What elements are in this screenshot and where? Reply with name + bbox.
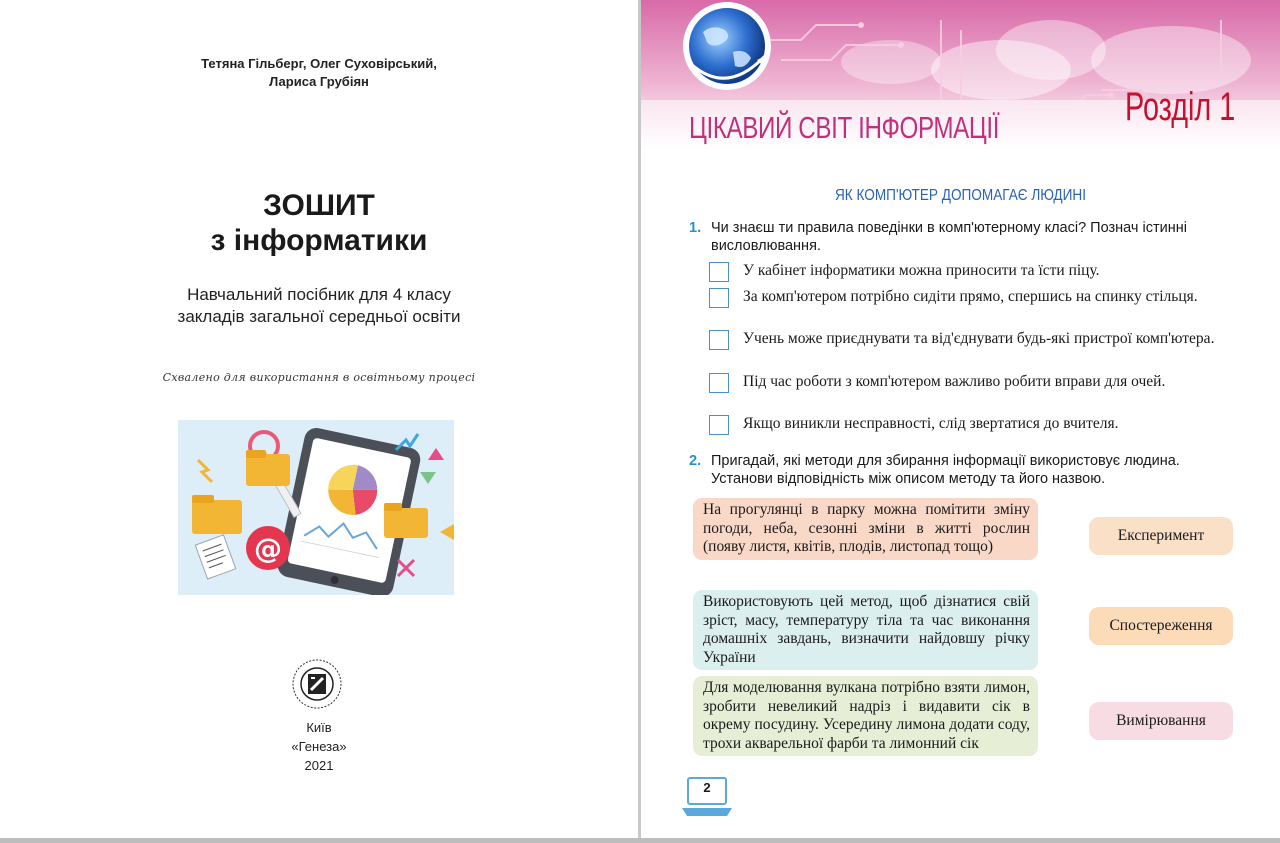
task-1	[689, 219, 1239, 255]
task-2-number: 2.	[689, 453, 702, 469]
imprint	[0, 718, 638, 775]
title-page	[0, 0, 638, 843]
svg-text:@: @	[254, 532, 282, 565]
statement-checkbox-5[interactable]	[709, 415, 729, 435]
cover-illustration	[178, 420, 454, 595]
task-2	[689, 452, 1239, 488]
book-title	[0, 188, 638, 258]
statement-checkbox-4[interactable]	[709, 373, 729, 393]
task-1-text: Чи знаєш ти правила поведінки в комп'ютерному класі? Познач істинні висловлювання.	[711, 220, 1187, 254]
authors	[0, 55, 638, 91]
method-name-experiment[interactable]: Експеримент	[1089, 517, 1233, 555]
book-title-line-2: з інформатики	[210, 224, 428, 257]
approval-note: Схвалено для використання в освітньому процесі	[162, 371, 476, 384]
statement-text-2: За комп'ютером потрібно сидіти прямо, спершись на спинку стільця.	[743, 288, 1198, 305]
subtitle-line-2: закладів загальної середньої освіти	[177, 307, 461, 326]
statement-item-1	[709, 262, 1239, 280]
statement-text-4: Під час роботи з комп'ютером важливо робити вправи для очей.	[743, 373, 1166, 390]
method-name-measurement[interactable]: Вимірювання	[1089, 702, 1233, 740]
authors-line-1: Тетяна Гільберг, Олег Суховірський,	[201, 56, 437, 71]
book-title-line-1: ЗОШИТ	[263, 189, 375, 222]
statement-text-5: Якщо виникли несправності, слід звертатися до вчителя.	[743, 415, 1119, 432]
task-1-number: 1.	[689, 220, 702, 236]
statement-checkbox-2[interactable]	[709, 288, 729, 308]
section-label: Розділ 1	[1125, 85, 1236, 129]
viewer-bottom-edge	[0, 838, 1280, 843]
subtitle-line-1: Навчальний посібник для 4 класу	[187, 285, 451, 304]
method-description-1[interactable]: На прогулянці в парку можна помітити зміну погоди, неба, сезонні зміни в житті рослин (появу листя, квітів, плодів, листопад тощо)	[693, 498, 1038, 560]
imprint-city: Київ	[306, 720, 332, 735]
method-description-3[interactable]: Для моделювання вулкана потрібно взяти лимон, зробити невеликий надріз і видавити сік в окрему посудину. Усередину лимона додати соду, трохи акварельної фарби та лимонний сік	[693, 676, 1038, 756]
method-name-observation[interactable]: Спостереження	[1089, 607, 1233, 645]
method-description-2[interactable]: Використовують цей метод, щоб дізнатися свій зріст, масу, температуру тіла та час виконання домашніх завдань, визначити найдовшу річку України	[693, 590, 1038, 670]
lesson-title: ЯК КОМП'ЮТЕР ДОПОМАГАЄ ЛЮДИНІ	[834, 187, 1087, 204]
imprint-year: 2021	[304, 758, 334, 773]
workbook-page	[641, 0, 1280, 843]
chapter-title: ЦІКАВИЙ СВІТ ІНФОРМАЦІЇ	[689, 110, 1000, 145]
imprint-publisher: «Генеза»	[291, 739, 347, 754]
statement-checkbox-3[interactable]	[709, 330, 729, 350]
page-number: 2	[703, 780, 711, 795]
book-subtitle	[0, 284, 638, 328]
authors-line-2: Лариса Грубіян	[269, 74, 369, 89]
statement-item-5	[709, 415, 1239, 433]
task-2-text: Пригадай, які методи для збирання інформації використовує людина. Установи відповідність між описом методу та його назвою.	[711, 453, 1180, 487]
genesa-publisher-logo-icon	[291, 658, 343, 710]
statement-item-3	[709, 330, 1239, 348]
statement-checkbox-1[interactable]	[709, 262, 729, 282]
statement-text-1: У кабінет інформатики можна приносити та їсти піцу.	[743, 262, 1100, 279]
statement-item-4	[709, 373, 1239, 391]
statement-item-2	[709, 288, 1239, 306]
statement-text-3: Учень може приєднувати та від'єднувати будь-які пристрої комп'ютера.	[743, 330, 1215, 347]
